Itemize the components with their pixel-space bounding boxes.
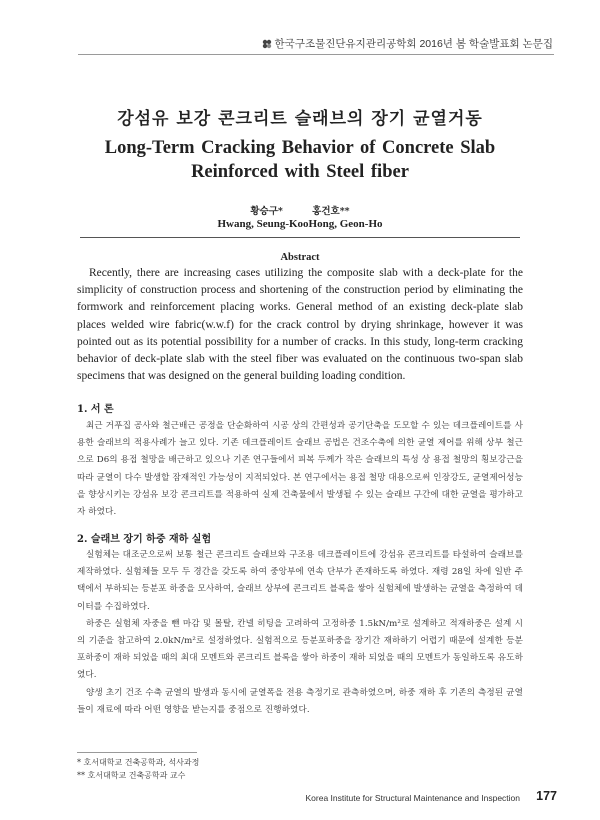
section-2-body (77, 547, 523, 719)
authors-korean (0, 203, 600, 217)
abstract-heading: Abstract (280, 252, 320, 263)
footnote-divider (77, 752, 197, 753)
footnotes (77, 756, 199, 782)
title-korean: 강섬유 보강 콘크리트 슬래브의 장기 균열거동 (117, 109, 483, 129)
authors-english: Hwang, Seung-KooHong, Geon-Ho (217, 218, 383, 230)
section-2-heading: 2. 슬래브 장기 하중 재하 실험 (77, 534, 212, 545)
running-header (262, 36, 553, 51)
paragraph: 실험체는 대조군으로써 보통 철근 콘크리트 슬래브와 구조용 데크플레이트에 강섬유 콘크리트를 타설하여 슬래브를 제작하였다. 실험체들 모두 두 경간을 갖도록 하여 중앙부에 연속 단부가 존재하도록 하였다. 재령 28일 차에 일반 주택에서 부하되는 등분포 하중을 모사하여, 슬래브 상부에 콘크리트 블록을 쌓아 실험체에 발생하는 균열을 측정하여 데이터를 수집하였다. (77, 550, 523, 612)
abstract-text: Recently, there are increasing cases utilizing the composite slab with a deck-plate for the simplicity of construction process and shortening of the construction period by eliminating the formwork and reinforcement placing works. General method of an existing deck-plate slab places welded wire fabric(w.w.f) for the crack control by drying shrinkage, however it was pointed out as its potential possibility for a number of cracks. In this study, long-term cracking behavior of deck-plate slab with the steel fiber was evaluated on the continuous two-span slab specimens that was designed on the general building loading condition. (77, 267, 523, 383)
section-1-heading: 1. 서 론 (77, 404, 114, 415)
paragraph: 양생 초기 건조 수축 균열의 발생과 동시에 균열폭을 전용 측정기로 관측하였으며, 하중 재하 후 기존의 측정된 균열들이 재료에 따라 어떤 영향을 받는지를 중점으로 진행하였다. (77, 687, 523, 715)
footnote-1: * 호서대학교 건축공학과, 석사과정 (77, 758, 200, 767)
page-number: 177 (536, 789, 557, 803)
section-1-body (77, 418, 523, 521)
author-divider (80, 237, 520, 238)
footnote-2: ** 호서대학교 건축공학과 교수 (77, 771, 186, 780)
paragraph: 하중은 실험체 자중을 뺀 마감 및 몰탈, 칸넬 히팅을 고려하여 고정하중 1.5kN/m²로 설계하고 적재하중은 설계 시의 기준을 참고하여 2.0kN/m²로 설정하였다. 실험적으로 등분포하중을 장기간 재하하기 어렵기 때문에 설계한 등분포하중이 재하 되었을 때의 최대 모멘트와 콘크리트 블록을 쌓아 하중이 재하 되었을 때의 모멘트가 동일하도록 유도하였다. (77, 618, 523, 681)
footer-publisher: Korea Institute for Structural Maintenance and Inspection (305, 793, 520, 803)
author-1: 황승구* (250, 206, 283, 217)
conference-name: 한국구조물진단유지관리공학회 2016년 봄 학술발표회 논문집 (274, 38, 553, 50)
author-2: 홍건호** (312, 206, 350, 217)
header-divider (78, 54, 554, 55)
title-english: Long-Term Cracking Behavior of Concrete Slab Reinforced with Steel fiber (104, 138, 496, 182)
clover-icon (262, 39, 272, 49)
paragraph: 최근 거푸집 공사와 철근배근 공정을 단순화하여 시공 상의 간편성과 공기단축을 도모할 수 있는 데크플레이트를 사용한 슬래브의 적용사례가 늘고 있다. 기존 데크플레이트 슬래브 공법은 건조수축에 의한 균열 제어를 위해 상부 철근으로 D6의 용접 철망을 배근하고 있으나 기존 연구들에서 피복 두께가 작은 슬래브의 특성 상 용접 철망의 횡보강근을 따라 균열이 다수 발생할 잠재적인 가능성이 지적되었다. 본 연구에서는 용접 철망 대용으로써 인장강도, 균열제어성능을 향상시키는 강섬유 보강 콘크리트를 적용하여 실제 건축물에서 발생될 수 있는 슬래브 구간에 대한 균열을 평가하고자 하였다. (77, 421, 523, 518)
